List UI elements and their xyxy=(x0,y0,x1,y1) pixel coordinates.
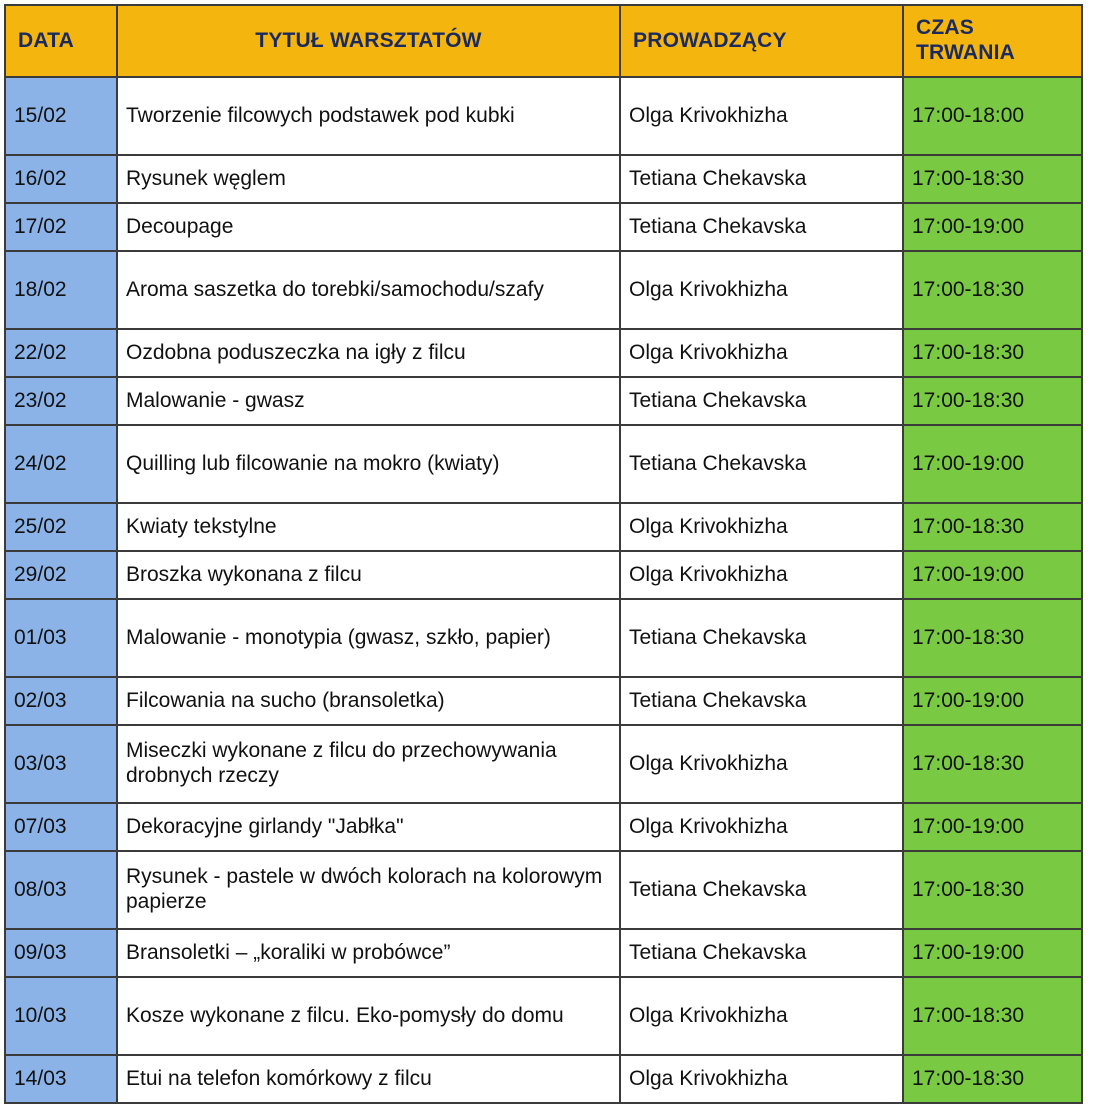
cell-title: Kwiaty tekstylne xyxy=(117,503,620,551)
cell-duration: 17:00-18:30 xyxy=(903,725,1082,803)
cell-duration: 17:00-19:00 xyxy=(903,425,1082,503)
cell-title: Decoupage xyxy=(117,203,620,251)
table-row xyxy=(5,725,1082,803)
table-row xyxy=(5,551,1082,599)
cell-date: 25/02 xyxy=(5,503,117,551)
cell-duration: 17:00-19:00 xyxy=(903,677,1082,725)
cell-duration: 17:00-18:30 xyxy=(903,599,1082,677)
cell-date: 24/02 xyxy=(5,425,117,503)
cell-date: 08/03 xyxy=(5,851,117,929)
cell-date: 15/02 xyxy=(5,77,117,155)
table-row xyxy=(5,677,1082,725)
cell-host: Olga Krivokhizha xyxy=(620,77,903,155)
cell-date: 09/03 xyxy=(5,929,117,977)
cell-duration: 17:00-19:00 xyxy=(903,803,1082,851)
header-row xyxy=(5,5,1082,77)
cell-host: Tetiana Chekavska xyxy=(620,155,903,203)
table-row xyxy=(5,599,1082,677)
cell-title: Malowanie - monotypia (gwasz, szkło, papier) xyxy=(117,599,620,677)
cell-date: 16/02 xyxy=(5,155,117,203)
table-row xyxy=(5,503,1082,551)
cell-duration: 17:00-18:30 xyxy=(903,377,1082,425)
table-header xyxy=(5,5,1082,77)
table-row xyxy=(5,329,1082,377)
column-header-date: DATA xyxy=(5,5,117,77)
cell-date: 01/03 xyxy=(5,599,117,677)
table-row xyxy=(5,977,1082,1055)
cell-duration: 17:00-18:30 xyxy=(903,251,1082,329)
cell-duration: 17:00-18:30 xyxy=(903,977,1082,1055)
cell-title: Miseczki wykonane z filcu do przechowywania drobnych rzeczy xyxy=(117,725,620,803)
cell-title: Ozdobna poduszeczka na igły z filcu xyxy=(117,329,620,377)
cell-title: Dekoracyjne girlandy "Jabłka" xyxy=(117,803,620,851)
table-row xyxy=(5,851,1082,929)
cell-duration: 17:00-18:30 xyxy=(903,851,1082,929)
table-row xyxy=(5,1055,1082,1103)
table-body xyxy=(5,77,1082,1103)
cell-host: Tetiana Chekavska xyxy=(620,677,903,725)
table-row xyxy=(5,155,1082,203)
table-row xyxy=(5,803,1082,851)
cell-host: Olga Krivokhizha xyxy=(620,503,903,551)
table-row xyxy=(5,203,1082,251)
column-header-title: TYTUŁ WARSZTATÓW xyxy=(117,5,620,77)
cell-date: 22/02 xyxy=(5,329,117,377)
cell-duration: 17:00-18:30 xyxy=(903,155,1082,203)
cell-date: 10/03 xyxy=(5,977,117,1055)
cell-duration: 17:00-18:30 xyxy=(903,1055,1082,1103)
cell-title: Filcowania na sucho (bransoletka) xyxy=(117,677,620,725)
cell-title: Bransoletki – „koraliki w probówce” xyxy=(117,929,620,977)
cell-date: 14/03 xyxy=(5,1055,117,1103)
cell-host: Olga Krivokhizha xyxy=(620,329,903,377)
cell-title: Quilling lub filcowanie na mokro (kwiaty) xyxy=(117,425,620,503)
cell-host: Tetiana Chekavska xyxy=(620,425,903,503)
cell-title: Malowanie - gwasz xyxy=(117,377,620,425)
table-row xyxy=(5,425,1082,503)
table-row xyxy=(5,929,1082,977)
cell-host: Tetiana Chekavska xyxy=(620,377,903,425)
cell-date: 18/02 xyxy=(5,251,117,329)
cell-duration: 17:00-19:00 xyxy=(903,929,1082,977)
cell-host: Tetiana Chekavska xyxy=(620,599,903,677)
cell-host: Olga Krivokhizha xyxy=(620,1055,903,1103)
cell-date: 07/03 xyxy=(5,803,117,851)
cell-date: 23/02 xyxy=(5,377,117,425)
cell-duration: 17:00-18:00 xyxy=(903,77,1082,155)
cell-host: Olga Krivokhizha xyxy=(620,725,903,803)
cell-title: Aroma saszetka do torebki/samochodu/szafy xyxy=(117,251,620,329)
column-header-duration: CZAS TRWANIA xyxy=(903,5,1082,77)
cell-host: Olga Krivokhizha xyxy=(620,803,903,851)
cell-host: Tetiana Chekavska xyxy=(620,851,903,929)
cell-duration: 17:00-18:30 xyxy=(903,503,1082,551)
cell-title: Kosze wykonane z filcu. Eko-pomysły do domu xyxy=(117,977,620,1055)
cell-duration: 17:00-19:00 xyxy=(903,203,1082,251)
cell-title: Rysunek - pastele w dwóch kolorach na kolorowym papierze xyxy=(117,851,620,929)
cell-host: Olga Krivokhizha xyxy=(620,251,903,329)
table-row xyxy=(5,377,1082,425)
cell-duration: 17:00-18:30 xyxy=(903,329,1082,377)
cell-title: Rysunek węglem xyxy=(117,155,620,203)
cell-host: Tetiana Chekavska xyxy=(620,929,903,977)
cell-date: 02/03 xyxy=(5,677,117,725)
cell-date: 29/02 xyxy=(5,551,117,599)
workshop-schedule-table xyxy=(4,4,1083,1104)
cell-host: Tetiana Chekavska xyxy=(620,203,903,251)
cell-title: Broszka wykonana z filcu xyxy=(117,551,620,599)
cell-date: 03/03 xyxy=(5,725,117,803)
cell-host: Olga Krivokhizha xyxy=(620,977,903,1055)
table-row xyxy=(5,251,1082,329)
cell-date: 17/02 xyxy=(5,203,117,251)
cell-title: Etui na telefon komórkowy z filcu xyxy=(117,1055,620,1103)
cell-host: Olga Krivokhizha xyxy=(620,551,903,599)
column-header-host: PROWADZĄCY xyxy=(620,5,903,77)
cell-title: Tworzenie filcowych podstawek pod kubki xyxy=(117,77,620,155)
table-row xyxy=(5,77,1082,155)
cell-duration: 17:00-19:00 xyxy=(903,551,1082,599)
